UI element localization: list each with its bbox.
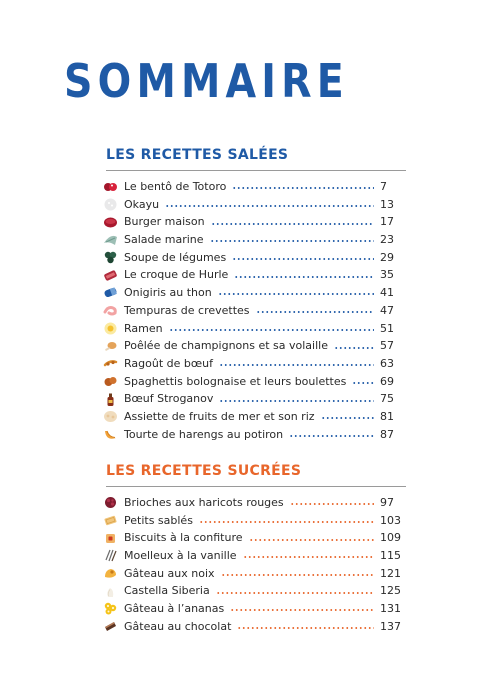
section-divider — [106, 170, 406, 171]
sauce-bottle-icon — [103, 392, 118, 407]
page-number: 13 — [380, 197, 394, 211]
pie-icon — [103, 427, 118, 442]
page-number: 47 — [380, 303, 394, 317]
dot-leader — [256, 311, 374, 313]
page-number: 29 — [380, 250, 394, 264]
dot-leader — [211, 223, 374, 225]
seaweed-salad-icon — [103, 232, 118, 247]
toc-entry[interactable] — [106, 582, 406, 600]
dot-leader — [216, 592, 374, 594]
recipe-title: Ramen — [124, 321, 163, 335]
recipe-title: Castella Siberia — [124, 584, 210, 598]
dot-leader — [165, 205, 374, 207]
dot-leader — [219, 364, 374, 366]
toc-entry[interactable] — [106, 426, 406, 444]
toc-entry[interactable] — [106, 266, 406, 284]
page-number: 41 — [380, 286, 394, 300]
page-title: SOMMAIRE — [64, 54, 349, 108]
pineapple-icon — [103, 601, 118, 616]
dot-leader — [289, 435, 374, 437]
toc-entry[interactable] — [106, 373, 406, 391]
toc-entry[interactable] — [106, 529, 406, 547]
page-number: 63 — [380, 356, 394, 370]
dot-leader — [232, 187, 374, 189]
page-number: 121 — [380, 566, 401, 580]
toc-entry[interactable] — [106, 547, 406, 565]
dot-leader — [221, 574, 374, 576]
toc-entry[interactable] — [106, 512, 406, 530]
section-divider — [106, 486, 406, 487]
shrimp-icon — [103, 303, 118, 318]
ramen-egg-icon — [103, 321, 118, 336]
page-number: 115 — [380, 549, 401, 563]
jam-biscuit-icon — [103, 531, 118, 546]
red-bean-bun-icon — [103, 495, 118, 510]
seafood-rice-icon — [103, 409, 118, 424]
recipe-title: Assiette de fruits de mer et son riz — [124, 409, 315, 423]
page-number: 87 — [380, 427, 394, 441]
recipe-title: Petits sablés — [124, 513, 193, 527]
recipe-title: Salade marine — [124, 233, 204, 247]
toc-entry[interactable] — [106, 618, 406, 636]
onigiri-icon — [103, 285, 118, 300]
chocolate-cake-icon — [103, 619, 118, 634]
croque-icon — [103, 268, 118, 283]
toc-entry[interactable] — [106, 178, 406, 196]
section-title-savory: LES RECETTES SALÉES — [106, 147, 289, 163]
burger-icon — [103, 215, 118, 230]
recipe-title: Moelleux à la vanille — [124, 549, 237, 563]
dot-leader — [169, 329, 374, 331]
vanilla-pods-icon — [103, 548, 118, 563]
dot-leader — [210, 240, 374, 242]
recipe-title: Brioches aux haricots rouges — [124, 496, 284, 509]
recipe-title: Bœuf Stroganov — [124, 392, 214, 406]
toc-entry[interactable] — [106, 213, 406, 231]
dot-leader — [230, 609, 374, 611]
recipe-title: Onigiris au thon — [124, 286, 212, 300]
dot-leader — [321, 417, 374, 419]
dot-leader — [219, 400, 374, 402]
castella-icon — [103, 584, 118, 599]
chicken-leg-icon — [103, 339, 118, 354]
recipe-title: Gâteau aux noix — [124, 566, 215, 580]
page-number: 51 — [380, 321, 394, 335]
page-number: 103 — [380, 513, 401, 527]
page-number: 137 — [380, 619, 401, 633]
dot-leader — [249, 539, 375, 541]
page-number: 81 — [380, 409, 394, 423]
toc-entry[interactable] — [106, 337, 406, 355]
dot-leader — [243, 556, 374, 558]
page-number: 35 — [380, 268, 394, 282]
section-savory-recipes — [106, 146, 406, 443]
dot-leader — [237, 627, 374, 629]
toc-entry[interactable] — [106, 600, 406, 618]
page-number: 57 — [380, 339, 394, 353]
page-number: 7 — [380, 180, 387, 193]
savory-recipe-list — [106, 178, 406, 443]
vegetable-soup-icon — [103, 250, 118, 265]
recipe-title: Tempuras de crevettes — [124, 303, 250, 317]
sweet-recipe-list — [106, 494, 406, 636]
recipe-title: Biscuits à la confiture — [124, 531, 243, 545]
toc-entry[interactable] — [106, 196, 406, 214]
recipe-title: Soupe de légumes — [124, 250, 227, 264]
page-number: 23 — [380, 233, 394, 247]
page-number: 125 — [380, 584, 401, 598]
toc-entry[interactable] — [106, 355, 406, 373]
page-number: 97 — [380, 496, 394, 509]
toc-entry[interactable] — [106, 231, 406, 249]
dot-leader — [290, 503, 374, 505]
toc-entry[interactable] — [106, 284, 406, 302]
recipe-title: Gâteau à l’ananas — [124, 602, 225, 616]
page-number: 17 — [380, 215, 394, 229]
dot-leader — [334, 347, 374, 349]
recipe-title: Tourte de harengs au potiron — [124, 427, 284, 441]
dot-leader — [232, 258, 374, 260]
toc-entry[interactable] — [106, 302, 406, 320]
recipe-title: Gâteau au chocolat — [124, 619, 232, 633]
page-number: 131 — [380, 602, 401, 616]
walnut-cake-icon — [103, 566, 118, 581]
recipe-title: Le croque de Hurle — [124, 268, 229, 282]
dot-leader — [218, 293, 374, 295]
page-number: 109 — [380, 531, 401, 545]
toc-entry[interactable] — [106, 390, 406, 408]
recipe-title: Ragoût de bœuf — [124, 356, 213, 370]
toc-entry[interactable] — [106, 320, 406, 338]
dot-leader — [234, 276, 374, 278]
meatballs-icon — [103, 374, 118, 389]
recipe-title: Spaghettis bolognaise et leurs boulettes — [124, 374, 347, 388]
page-number: 75 — [380, 392, 394, 406]
rice-porridge-icon — [103, 197, 118, 212]
dot-leader — [352, 382, 374, 384]
recipe-title: Burger maison — [124, 215, 205, 229]
stew-icon — [103, 356, 118, 371]
toc-entry[interactable] — [106, 494, 406, 512]
dot-leader — [199, 521, 374, 523]
recipe-title: Poêlée de champignons et sa volaille — [124, 339, 328, 353]
recipe-title: Okayu — [124, 197, 160, 211]
bento-icon — [103, 179, 118, 194]
section-sweet-recipes — [106, 462, 406, 636]
page-number: 69 — [380, 374, 394, 388]
recipe-title: Le bentô de Totoro — [124, 180, 227, 193]
toc-entry[interactable] — [106, 408, 406, 426]
toc-entry[interactable] — [106, 249, 406, 267]
shortbread-icon — [103, 513, 118, 528]
toc-entry[interactable] — [106, 565, 406, 583]
section-title-sweet: LES RECETTES SUCRÉES — [106, 463, 302, 479]
